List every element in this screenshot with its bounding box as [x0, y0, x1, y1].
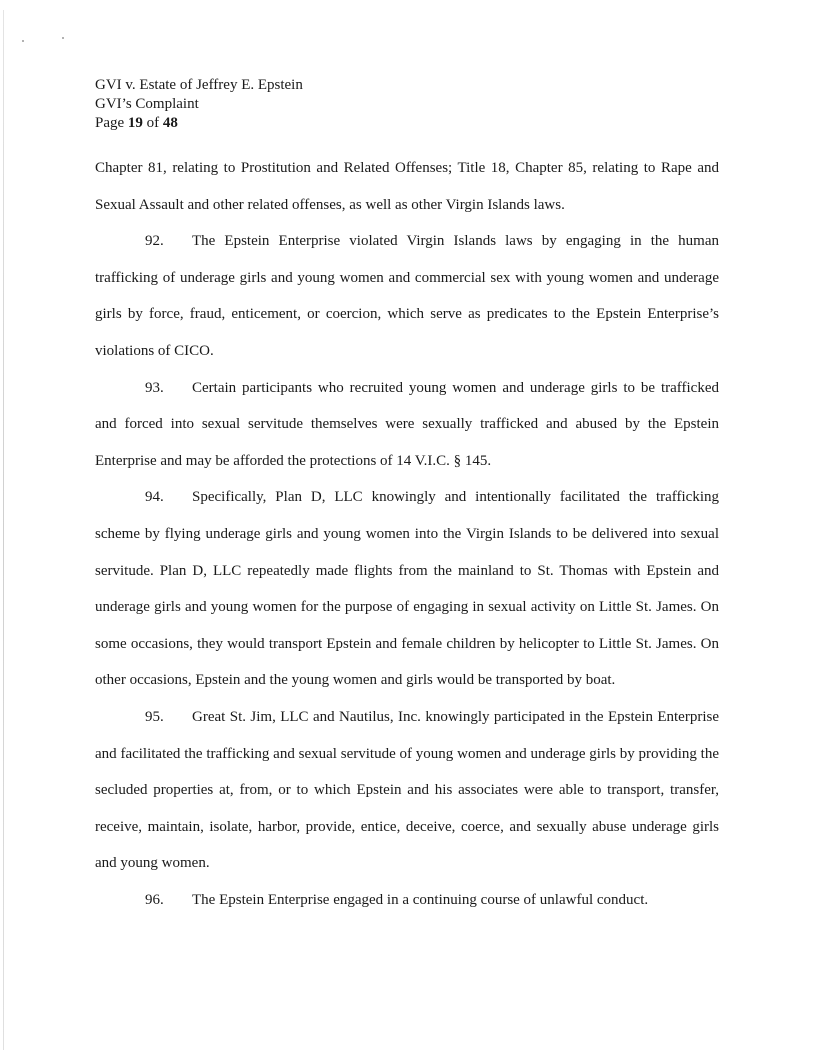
- paragraph-number: 94.: [145, 489, 164, 506]
- paragraph-number: 93.: [145, 379, 164, 396]
- paragraph-95: 95. Great St. Jim, LLC and Nautilus, Inc. knowingly participated in the Epstein Enterprise and facilitated the trafficking and sexual servitude of young women and underage girls by providing the secluded properties at, from, or to which Epstein and his associates were able to transport, transfer, receive, maintain, isolate, harbor, provide, entice, deceive, coerce, and sexually abuse underage girls and young women.: [95, 699, 719, 882]
- scan-speck: [22, 40, 24, 42]
- paragraph-92: 92. The Epstein Enterprise violated Virgin Islands laws by engaging in the human trafficking of underage girls and young women and commercial sex with young women and underage girls by force, fraud, enticement, or coercion, which serve as predicates to the Epstein Enterprise’s violations of CICO.: [95, 223, 719, 369]
- paragraph-continued: Chapter 81, relating to Prostitution and Related Offenses; Title 18, Chapter 85, relating to Rape and Sexual Assault and other related offenses, as well as other Virgin Islands laws.: [95, 160, 719, 213]
- document-body: [95, 150, 719, 918]
- case-title: GVI v. Estate of Jeffrey E. Epstein: [95, 77, 303, 93]
- paragraph-number: 95.: [145, 708, 164, 725]
- paragraph-96: 96. The Epstein Enterprise engaged in a continuing course of unlawful conduct.: [95, 882, 719, 919]
- scan-speck: [62, 37, 64, 39]
- scan-edge-line: [3, 10, 4, 1050]
- document-title: GVI’s Complaint: [95, 96, 199, 112]
- paragraph-number: 96.: [145, 891, 164, 908]
- total-pages: 48: [162, 115, 178, 131]
- paragraph-94: 94. Specifically, Plan D, LLC knowingly and intentionally facilitated the trafficking scheme by flying underage girls and young women into the Virgin Islands to be delivered into sexual servitude. Plan D, LLC repeatedly made flights from the mainland to St. Thomas with Epstein and underage girls and young women for the purpose of engaging in sexual activity on Little St. James. On some occasions, they would transport Epstein and female children by helicopter to Little St. James. On other occasions, Epstein and the young women and girls would be transported by boat.: [95, 479, 719, 699]
- paragraph-number: 92.: [145, 233, 164, 250]
- page-number: Page 19 of 48: [95, 115, 178, 131]
- paragraph-93: 93. Certain participants who recruited young women and underage girls to be trafficked and forced into sexual servitude themselves were sexually trafficked and abused by the Epstein Enterprise and may be afforded the protections of 14 V.I.C. § 145.: [95, 370, 719, 480]
- current-page: 19: [127, 115, 143, 131]
- page-header: [95, 76, 303, 133]
